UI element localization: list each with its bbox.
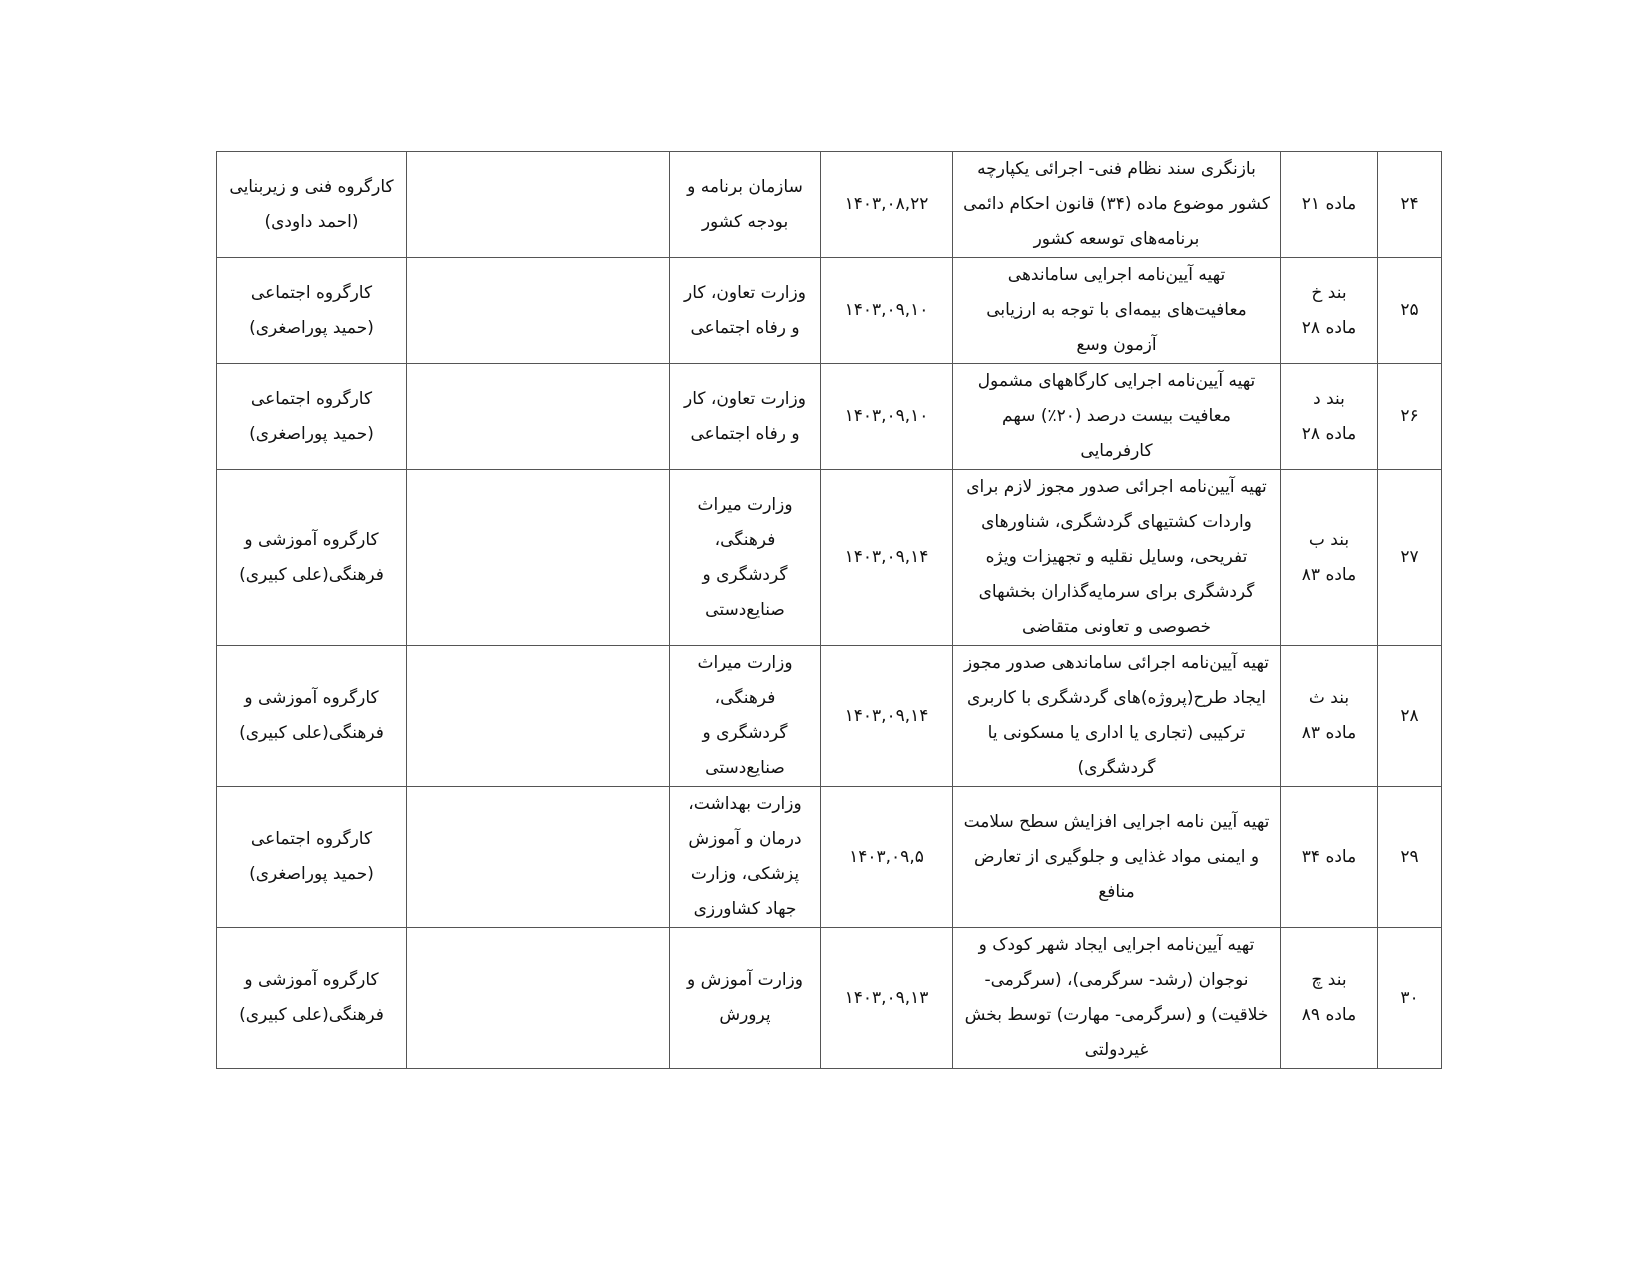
topic-cell — [953, 258, 1281, 364]
responsible-org-cell — [670, 787, 821, 928]
topic-cell-line: واردات کشتیهای گردشگری، شناورهای — [981, 512, 1252, 532]
working-group-cell-line: کارگروه آموزشی و — [244, 529, 379, 550]
responsible-org-cell — [670, 646, 821, 787]
topic-cell-line: برنامه‌های توسعه کشور — [1033, 229, 1200, 249]
topic-cell-line: تهیه آیین نامه اجرایی افزایش سطح سلامت — [963, 811, 1270, 832]
working-group-cell-line: کارگروه فنی و زیربنایی — [229, 176, 394, 197]
topic-cell-line: ترکیبی (تجاری یا اداری یا مسکونی یا — [987, 723, 1246, 743]
responsible-org-cell-line: وزارت میراث — [697, 494, 793, 515]
responsible-org-cell — [670, 364, 821, 470]
working-group-cell-line: (حمید پوراصغری) — [249, 864, 374, 884]
working-group-cell — [217, 470, 407, 646]
topic-cell-line: تفریحی، وسایل نقلیه و تجهیزات ویژه — [985, 547, 1248, 567]
responsible-org-cell — [670, 470, 821, 646]
topic-cell-line: معافیت بیست درصد (۲۰٪) سهم — [1002, 406, 1231, 426]
article-cell-line: ماده ۸۳ — [1301, 723, 1357, 743]
row-number-cell: ۲۸ — [1378, 646, 1442, 787]
responsible-org-cell-line: و رفاه اجتماعی — [690, 423, 800, 444]
working-group-cell-line: فرهنگی(علی کبیری) — [239, 1005, 384, 1025]
topic-cell — [953, 364, 1281, 470]
table-row — [217, 646, 1442, 787]
article-cell-line: ماده ۸۹ — [1301, 1005, 1357, 1025]
notes-cell — [407, 470, 670, 646]
working-group-cell-line: کارگروه اجتماعی — [250, 829, 373, 849]
notes-cell — [407, 928, 670, 1069]
topic-cell-line: کارفرمایی — [1080, 441, 1153, 461]
article-cell-line: ماده ۸۳ — [1301, 564, 1357, 585]
topic-cell-line: گردشگری) — [1077, 758, 1156, 778]
topic-cell-line: نوجوان (رشد- سرگرمی)، (سرگرمی- — [984, 970, 1249, 990]
responsible-org-cell-line: فرهنگی، — [714, 688, 776, 708]
responsible-org-cell-line: صنایع‌دستی — [705, 758, 785, 778]
working-group-cell — [217, 152, 407, 258]
working-group-cell — [217, 928, 407, 1069]
responsible-org-cell-line: وزارت بهداشت، — [688, 794, 802, 814]
topic-cell — [953, 646, 1281, 787]
topic-cell — [953, 470, 1281, 646]
working-group-cell — [217, 646, 407, 787]
regulations-table — [216, 151, 1442, 1069]
deadline-date-cell: ۱۴۰۳,۰۸,۲۲ — [821, 152, 953, 258]
row-number-cell: ۲۴ — [1378, 152, 1442, 258]
working-group-cell — [217, 258, 407, 364]
row-number-cell: ۳۰ — [1378, 928, 1442, 1069]
topic-cell — [953, 928, 1281, 1069]
responsible-org-cell-line: وزارت میراث — [697, 653, 793, 673]
notes-cell — [407, 258, 670, 364]
responsible-org-cell-line: جهاد کشاورزی — [693, 899, 797, 919]
topic-cell-line: تهیه آیین‌نامه اجرائی ساماندهی صدور مجوز — [963, 653, 1270, 673]
topic-cell-line: تهیه آیین‌نامه اجرائی صدور مجوز لازم برای — [966, 477, 1267, 497]
responsible-org-cell-line: درمان و آموزش — [688, 829, 802, 849]
responsible-org-cell-line: وزارت آموزش و — [687, 970, 803, 990]
responsible-org-cell — [670, 258, 821, 364]
notes-cell — [407, 787, 670, 928]
notes-cell — [407, 152, 670, 258]
article-cell-line: ماده ۲۱ — [1301, 194, 1357, 214]
topic-cell-line: ایجاد طرح(پروژه)های گردشگری با کاربری — [966, 688, 1266, 708]
working-group-cell-line: (حمید پوراصغری) — [249, 317, 374, 338]
topic-cell-line: منافع — [1098, 881, 1135, 902]
deadline-date-cell: ۱۴۰۳,۰۹,۱۰ — [821, 258, 953, 364]
deadline-date-cell: ۱۴۰۳,۰۹,۱۳ — [821, 928, 953, 1069]
row-number-cell: ۲۷ — [1378, 470, 1442, 646]
article-cell — [1281, 787, 1378, 928]
working-group-cell — [217, 787, 407, 928]
working-group-cell-line: کارگروه آموزشی و — [244, 688, 379, 708]
deadline-date-cell: ۱۴۰۳,۰۹,۱۴ — [821, 470, 953, 646]
article-cell — [1281, 928, 1378, 1069]
notes-cell — [407, 646, 670, 787]
topic-cell-line: گردشگری برای سرمایه‌گذاران بخشهای — [978, 582, 1255, 602]
responsible-org-cell-line: بودجه کشور — [701, 211, 789, 232]
topic-cell-line: کشور موضوع ماده (۳۴) قانون احکام دائمی — [963, 194, 1270, 214]
deadline-date-cell: ۱۴۰۳,۰۹,۱۴ — [821, 646, 953, 787]
deadline-date-cell: ۱۴۰۳,۰۹,۵ — [821, 787, 953, 928]
topic-cell-line: بازنگری سند نظام فنی- اجرائی یکپارچه — [977, 159, 1256, 179]
article-cell-line: بند خ — [1311, 282, 1347, 303]
article-cell-line: ماده ۳۴ — [1301, 846, 1357, 867]
topic-cell-line: خلاقیت) و (سرگرمی- مهارت) توسط بخش — [964, 1005, 1269, 1025]
working-group-cell-line: (حمید پوراصغری) — [249, 423, 374, 444]
topic-cell-line: خصوصی و تعاونی متقاضی — [1022, 617, 1211, 637]
topic-cell — [953, 787, 1281, 928]
responsible-org-cell-line: وزارت تعاون، کار — [684, 388, 806, 409]
article-cell — [1281, 364, 1378, 470]
table-row — [217, 470, 1442, 646]
topic-cell-line: و ایمنی مواد غذایی و جلوگیری از تعارض — [973, 846, 1260, 867]
article-cell — [1281, 470, 1378, 646]
article-cell-line: بند چ — [1311, 970, 1347, 990]
topic-cell-line: تهیه آیین‌نامه اجرایی ایجاد شهر کودک و — [978, 935, 1255, 955]
working-group-cell — [217, 364, 407, 470]
working-group-cell-line: فرهنگی(علی کبیری) — [239, 564, 384, 585]
article-cell-line: ماده ۲۸ — [1301, 423, 1357, 444]
responsible-org-cell-line: فرهنگی، — [714, 529, 776, 550]
responsible-org-cell-line: پرورش — [719, 1005, 771, 1025]
working-group-cell-line: کارگروه آموزشی و — [244, 970, 379, 990]
article-cell-line: بند د — [1313, 388, 1345, 409]
topic-cell-line: تهیه آیین‌نامه اجرایی ساماندهی — [1007, 265, 1226, 285]
article-cell-line: ماده ۲۸ — [1301, 317, 1357, 338]
topic-cell-line: غیردولتی — [1084, 1040, 1149, 1060]
table-body — [217, 152, 1442, 1069]
article-cell — [1281, 152, 1378, 258]
table-row — [217, 258, 1442, 364]
table-row — [217, 152, 1442, 258]
responsible-org-cell — [670, 152, 821, 258]
row-number-cell: ۲۵ — [1378, 258, 1442, 364]
article-cell-line: بند ب — [1308, 529, 1350, 550]
row-number-cell: ۲۶ — [1378, 364, 1442, 470]
topic-cell — [953, 152, 1281, 258]
article-cell — [1281, 646, 1378, 787]
row-number-cell: ۲۹ — [1378, 787, 1442, 928]
working-group-cell-line: کارگروه اجتماعی — [250, 388, 373, 409]
responsible-org-cell-line: گردشگری و — [702, 723, 788, 743]
topic-cell-line: معافیت‌های بیمه‌ای با توجه به ارزیابی — [986, 300, 1247, 320]
article-cell-line: بند ث — [1308, 688, 1350, 708]
working-group-cell-line: فرهنگی(علی کبیری) — [239, 723, 384, 743]
deadline-date-cell: ۱۴۰۳,۰۹,۱۰ — [821, 364, 953, 470]
responsible-org-cell-line: گردشگری و — [702, 564, 788, 585]
table-row — [217, 364, 1442, 470]
notes-cell — [407, 364, 670, 470]
responsible-org-cell-line: و رفاه اجتماعی — [690, 317, 800, 338]
responsible-org-cell — [670, 928, 821, 1069]
responsible-org-cell-line: سازمان برنامه و — [687, 176, 803, 197]
topic-cell-line: تهیه آیین‌نامه اجرایی کارگاههای مشمول — [977, 371, 1256, 391]
responsible-org-cell-line: صنایع‌دستی — [705, 599, 785, 620]
article-cell — [1281, 258, 1378, 364]
working-group-cell-line: کارگروه اجتماعی — [250, 282, 373, 303]
table-row — [217, 787, 1442, 928]
responsible-org-cell-line: وزارت تعاون، کار — [684, 282, 806, 303]
responsible-org-cell-line: پزشکی، وزارت — [690, 864, 800, 884]
working-group-cell-line: (احمد داودی) — [264, 211, 359, 232]
table-row — [217, 928, 1442, 1069]
topic-cell-line: آزمون وسع — [1076, 335, 1157, 355]
